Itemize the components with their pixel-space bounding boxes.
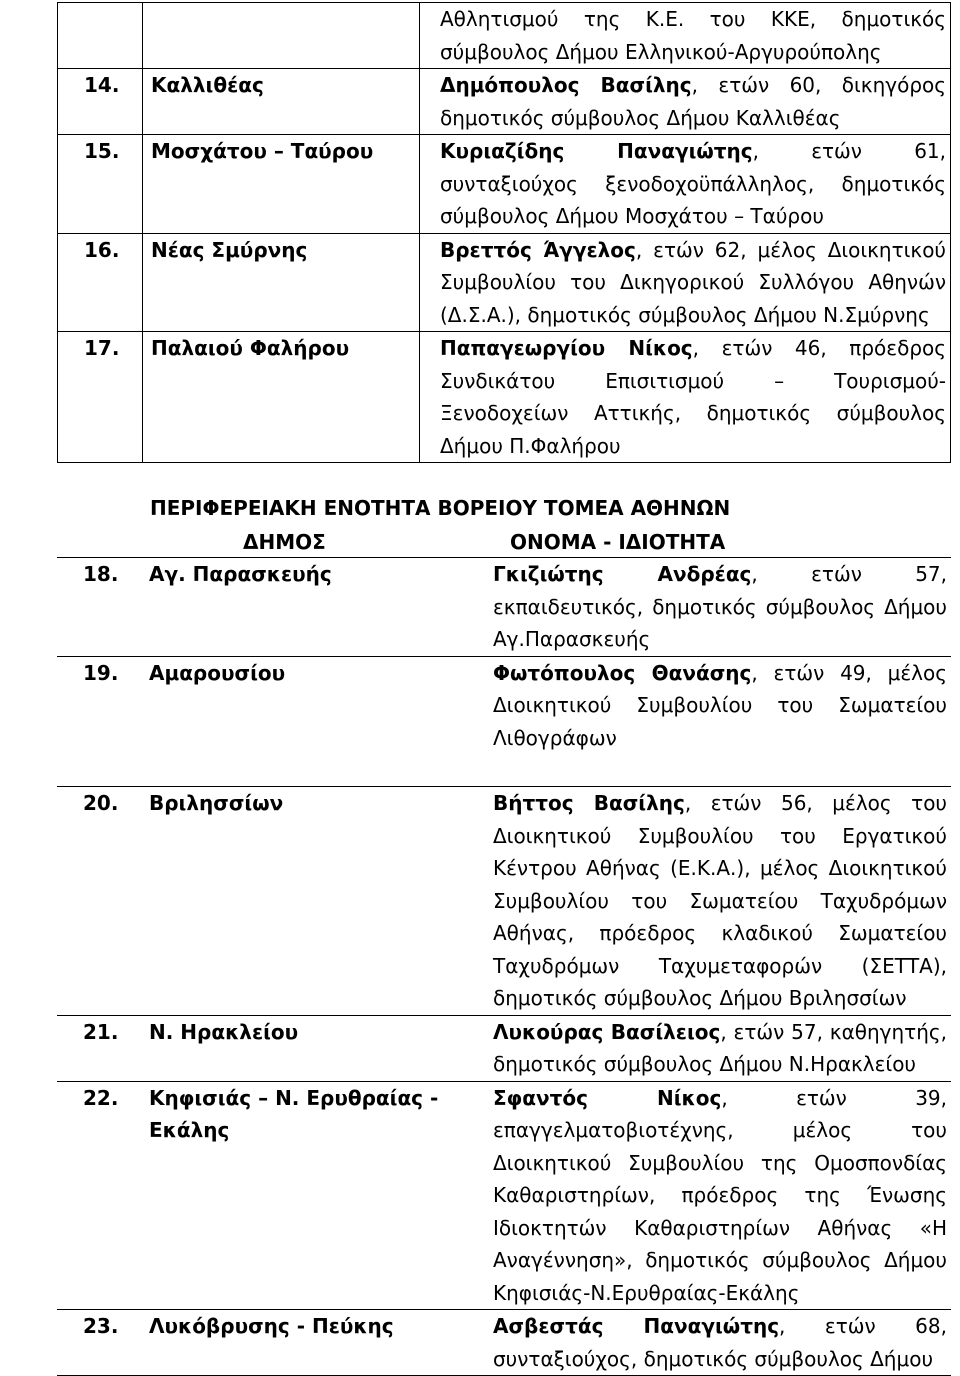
row-number: 21. [57,1015,141,1081]
candidate-name: Γκιζιώτης Ανδρέας [493,562,752,586]
municipality: Βριλησσίων [141,787,467,1016]
row-number: 20. [57,787,141,1016]
municipality [143,3,420,69]
table-row [58,332,951,463]
candidate-description: , ετών 68, συνταξιούχος, δημοτικός σύμβουλος Δήμου [493,1314,947,1371]
candidate-cell [420,3,951,69]
candidate-cell [467,656,951,787]
row-number: 23. [57,1310,141,1376]
row-number: 19. [57,656,141,787]
candidate-name: Ασβεστάς Παναγιώτης [493,1314,780,1338]
candidate-cell [467,1015,951,1081]
table-row [57,656,951,787]
municipality: Ν. Ηρακλείου [141,1015,467,1081]
row-number: 22. [57,1081,141,1310]
candidate-description: , ετών 49, μέλος Διοικητικού Συμβουλίου του Σωματείου Λιθογράφων [493,660,947,750]
municipality: Λυκόβρυσης - Πεύκης [141,1310,467,1376]
candidates-table-south [57,2,951,463]
candidate-name: Σφαντός Νίκος [493,1085,722,1110]
candidate-description: , ετών 62, μέλος Διοικητικού Συμβουλίου του Δικηγορικού Συλλόγου Αθηνών (Δ.Σ.Α.), δημοτικός σύμβουλος Δήμου Ν.Σμύρνης [440,237,947,327]
candidate-cell [420,69,951,135]
candidate-cell [420,135,951,234]
municipality: Μοσχάτου – Ταύρου [143,135,420,234]
row-number [58,3,143,69]
candidate-cell [467,1310,951,1376]
candidate-name: Δημόπουλος Βασίλης [440,73,692,97]
candidate-description: , ετών 46, πρόεδρος Συνδικάτου Επισιτισμού – Τουρισμού- Ξενοδοχείων Αττικής, δημοτικός σύμβουλος Δήμου Π.Φαλήρου [440,336,946,458]
candidate-name: Κυριαζίδης Παναγιώτης [440,139,753,163]
table-row [58,69,951,135]
row-number: 15. [58,135,143,234]
candidate-description: , ετών 61, συνταξιούχος ξενοδοχοϋπάλληλος, δημοτικός σύμβουλος Δήμου Μοσχάτου – Ταύρου [440,139,946,228]
row-number: 14. [58,69,143,135]
table-row [57,1310,951,1376]
municipality: Παλαιού Φαλήρου [143,332,420,463]
municipality: Καλλιθέας [143,69,420,135]
candidate-cell [467,558,951,656]
table-row [57,787,951,1016]
candidate-description: , ετών 39, επαγγελματοβιοτέχνης, μέλος του Διοικητικού Συμβουλίου της Ομοσπονδίας Καθαριστηρίων, πρόεδρος της Ένωσης Ιδιοκτητών Καθαριστηρίων Αθήνας «Η Αναγέννηση», δημοτικός σύμβουλος Δήμου Κηφισιάς-Ν.Ερυθραίας-Εκάλης [493,1085,948,1305]
column-header-municipality: ΔΗΜΟΣ [243,530,326,554]
municipality: Αγ. Παρασκευής [141,558,467,656]
municipality: Αμαρουσίου [141,656,467,787]
candidate-name: Βρεττός Άγγελος [440,237,636,262]
section-title: ΠΕΡΙΦΕΡΕΙΑΚΗ ΕΝΟΤΗΤΑ ΒΟΡΕΙΟΥ ΤΟΜΕΑ ΑΘΗΝΩΝ [150,496,731,520]
table-row [57,558,951,656]
candidate-name: Βήττος Βασίλης [493,791,685,815]
row-number: 16. [58,233,143,332]
candidate-description: , ετών 60, δικηγόρος δημοτικός σύμβουλος Δήμου Καλλιθέας [440,73,947,130]
candidate-cell [420,233,951,332]
candidate-cell [467,1081,951,1310]
candidate-name: Παπαγεωργίου Νίκος [440,336,693,360]
row-number: 17. [58,332,143,463]
candidate-description: , ετών 57, καθηγητής, δημοτικός σύμβουλος Δήμου Ν.Ηρακλείου [493,1019,947,1076]
candidate-name: Λυκούρας Βασίλειος [493,1019,721,1044]
table-row [58,3,951,69]
candidate-name: Φωτόπουλος Θανάσης [493,660,752,685]
municipality: Κηφισιάς – Ν. Ερυθραίας - Εκάλης [141,1081,467,1310]
candidate-cell [467,787,951,1016]
candidate-description: Αθλητισμού της Κ.Ε. του ΚΚΕ, δημοτικός σύμβουλος Δήμου Ελληνικού-Αργυρούπολης [440,7,946,64]
table-row [57,1015,951,1081]
row-number: 18. [57,558,141,656]
column-header-name: ΟΝΟΜΑ - ΙΔΙΟΤΗΤΑ [510,530,726,554]
candidate-description: , ετών 56, μέλος του Διοικητικού Συμβουλίου του Εργατικού Κέντρου Αθήνας (Ε.Κ.Α.), μέλος Διοικητικού Συμβουλίου του Σωματείου Ταχυδρόμων Αθήνας, πρόεδρος κλαδικού Σωματείου Ταχυδρόμων Ταχυμεταφορών (ΣΕΤΤΑ), δημοτικός σύμβουλος Δήμου Βριλησσίων [493,791,948,1010]
table-row [58,233,951,332]
candidates-table-north [57,558,951,1376]
table-row [57,1081,951,1310]
table-row [58,135,951,234]
municipality: Νέας Σμύρνης [143,233,420,332]
candidate-description: , ετών 57, εκπαιδευτικός, δημοτικός σύμβουλος Δήμου Αγ.Παρασκευής [493,562,947,651]
candidate-cell [420,332,951,463]
